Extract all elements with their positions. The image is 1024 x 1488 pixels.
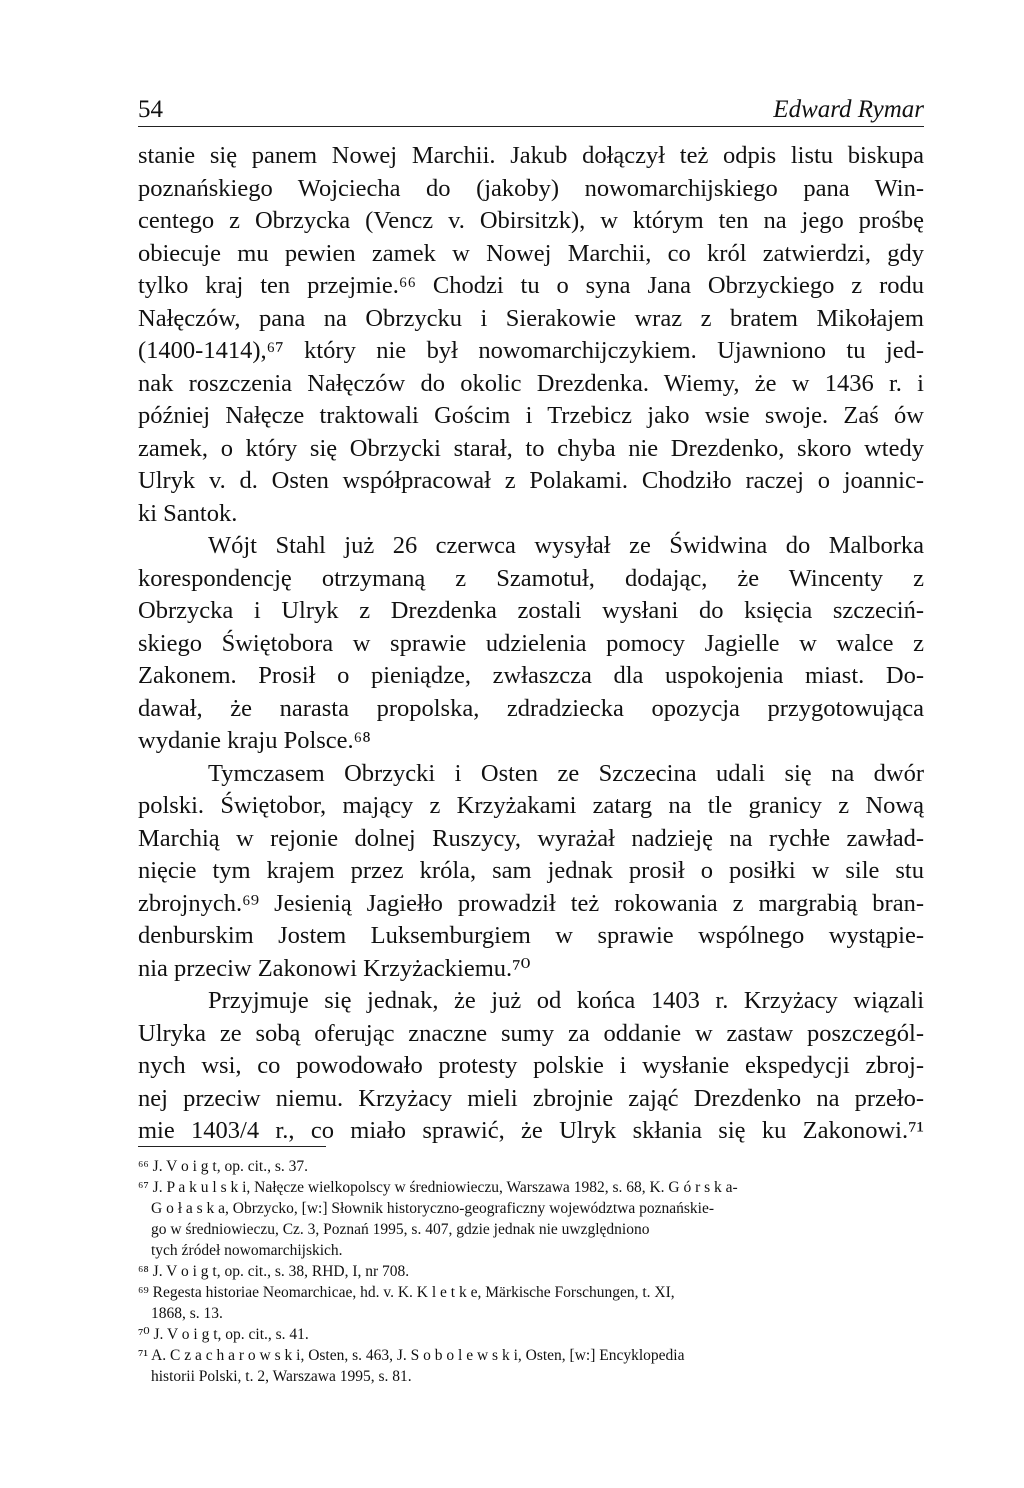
body-line: Nałęczów, pana na Obrzycku i Sierakowie wraz z bratem Mikołajem (138, 304, 924, 332)
body-line: mie 1403/4 r., co miało sprawić, że Ulryk skłania się ku Zakonowi.⁷¹ (138, 1117, 924, 1144)
body-line: wydanie kraju Polsce.⁶⁸ (138, 727, 371, 754)
footnotes (138, 1156, 924, 1387)
body-line: dawał, że narasta propolska, zdradziecka opozycja przygotowująca (138, 694, 924, 722)
footnote-line: ⁶⁶ J. V o i g t, op. cit., s. 37. (138, 1158, 308, 1175)
footnote-line: tych źródeł nowomarchijskich. (151, 1242, 343, 1259)
footnote-line: historii Polski, t. 2, Warszawa 1995, s. 81. (151, 1368, 412, 1385)
body-line: nięcie tym krajem przez króla, sam jednak prosił o posiłki w sile stu (138, 857, 924, 884)
body-line: później Nałęcze traktowali Gościm i Trzebicz jako wsie swoje. Zaś ów (138, 402, 924, 429)
footnote-divider (138, 1146, 326, 1147)
body-line: tylko kraj ten przejmie.⁶⁶ Chodzi tu o syna Jana Obrzyckiego z rodu (138, 272, 924, 299)
body-line: Tymczasem Obrzycki i Osten ze Szczecina udali się na dwór (208, 759, 924, 787)
body-line: skiego Świętobora w sprawie udzielenia pomocy Jagielle w walce z (138, 629, 924, 657)
body-line: Ulryka ze sobą oferując znaczne sumy za oddanie w zastaw poszczegól- (138, 1019, 924, 1047)
body-line: obiecuje mu pewien zamek w Nowej Marchii, co król zatwierdzi, gdy (138, 239, 924, 267)
body-line: zamek, o który się Obrzycki starał, to chyba nie Drezdenko, skoro wtedy (138, 434, 924, 462)
body-line: Obrzycka i Ulryk z Drezdenka zostali wysłani do księcia szczeciń- (138, 597, 924, 624)
body-line: Zakonem. Prosił o pieniądze, zwłaszcza dla uspokojenia miast. Do- (138, 662, 924, 689)
footnote-line: 1868, s. 13. (151, 1305, 223, 1322)
footnote-line: ⁶⁹ Regesta historiae Neomarchicae, hd. v. K. K l e t k e, Märkische Forschungen, t. XI, (138, 1284, 675, 1301)
body-line: polski. Świętobor, mający z Krzyżakami zatarg na tle granicy z Nową (138, 792, 924, 819)
body-line: zbrojnych.⁶⁹ Jesienią Jagiełło prowadził też rokowania z margrabią bran- (138, 889, 924, 917)
footnote-line: ⁶⁷ J. P a k u l s k i, Nałęcze wielkopolscy w średniowieczu, Warszawa 1982, s. 68, K. G ó r s k a- (138, 1179, 738, 1196)
footnote-line: ⁷¹ A. C z a c h a r o w s k i, Osten, s. 463, J. S o b o l e w s k i, Osten, [w:] Encyklopedia (138, 1347, 685, 1364)
page-number: 54 (138, 96, 163, 123)
footnote-line: go w średniowieczu, Cz. 3, Poznań 1995, s. 407, gdzie jednak nie uwzględniono (151, 1221, 650, 1238)
body-line: nak roszczenia Nałęczów do okolic Drezdenka. Wiemy, że w 1436 r. i (138, 369, 924, 397)
body-line: Ulryk v. d. Osten współpracował z Polakami. Chodziło raczej o joannic- (138, 467, 924, 494)
body-line: Marchią w rejonie dolnej Ruszycy, wyrażał nadzieję na rychłe zawład- (138, 824, 924, 852)
body-line: ki Santok. (138, 499, 238, 527)
body-line: centego z Obrzycka (Vencz v. Obirsitzk), w którym ten na jego prośbę (138, 207, 924, 234)
page-header (138, 96, 924, 127)
body-line: denburskim Jostem Luksemburgiem w sprawie wspólnego wystąpie- (138, 922, 924, 949)
body-line: (1400-1414),⁶⁷ który nie był nowomarchijczykiem. Ujawniono tu jed- (138, 337, 924, 364)
footnote-line: ⁶⁸ J. V o i g t, op. cit., s. 38, RHD, I, nr 708. (138, 1263, 410, 1280)
body-line: nej przeciw niemu. Krzyżacy mieli zbrojnie zająć Drezdenko na przeło- (138, 1084, 924, 1112)
body-line: nych wsi, co powodowało protesty polskie i wysłanie ekspedycji zbroj- (138, 1052, 924, 1079)
body-line: korespondencję otrzymaną z Szamotuł, dodając, że Wincenty z (138, 564, 924, 592)
body-text (138, 140, 924, 1148)
body-line: stanie się panem Nowej Marchii. Jakub dołączył też odpis listu biskupa (138, 142, 924, 169)
body-line: Wójt Stahl już 26 czerwca wysyłał ze Świdwina do Malborka (208, 532, 924, 559)
body-line: poznańskiego Wojciecha do (jakoby) nowomarchijskiego pana Win- (138, 174, 924, 202)
footnote-line: ⁷⁰ J. V o i g t, op. cit., s. 41. (138, 1326, 309, 1343)
footnote-line: G o ł a s k a, Obrzycko, [w:] Słownik historyczno-geograficzny województwa poznańskie- (151, 1200, 715, 1217)
body-line: nia przeciw Zakonowi Krzyżackiemu.⁷⁰ (138, 954, 531, 982)
body-line: Przyjmuje się jednak, że już od końca 1403 r. Krzyżacy wiązali (208, 987, 924, 1014)
running-head: Edward Rymar (773, 96, 924, 123)
